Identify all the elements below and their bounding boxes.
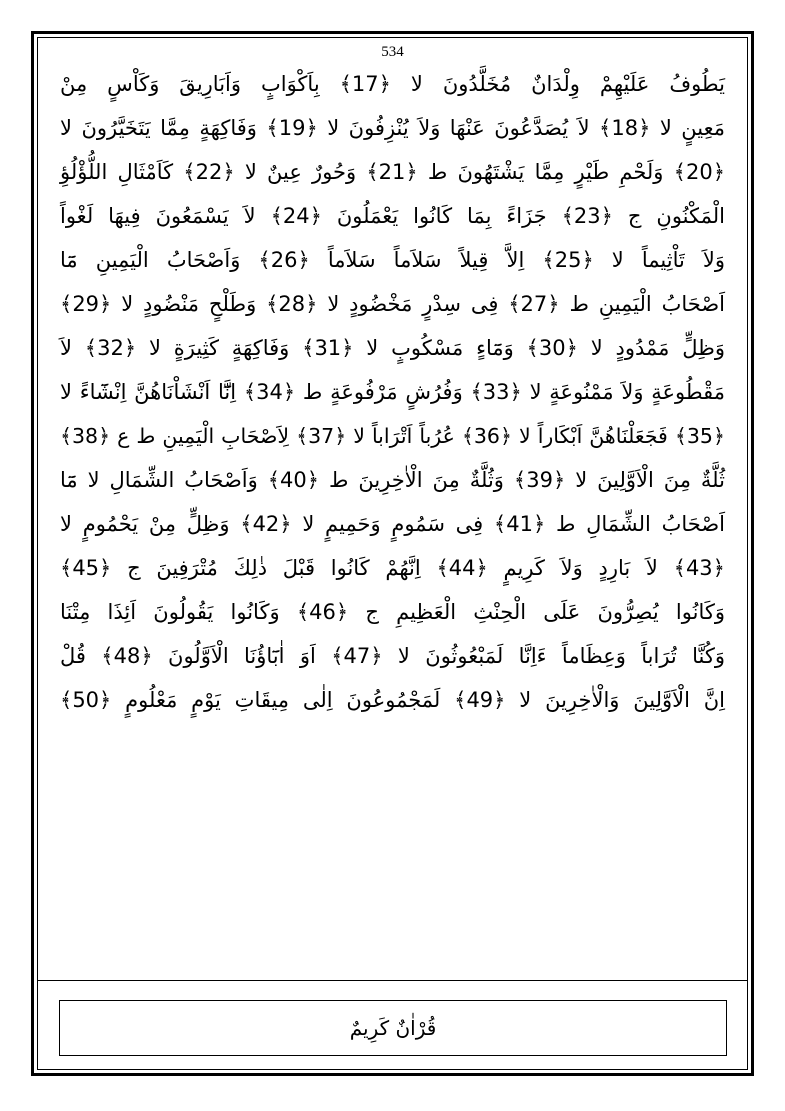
text-line: مَقْطُوعَةٍ وَلاَ مَمْنُوعَةٍ لا ﴿33﴾ وَفُرُشٍ مَرْفُوعَةٍ ط ﴿34﴾ اِنَّٓا اَنْشَاْنَاهُنَّ اِنْشَٓاءً لا (60, 380, 725, 404)
text-line: يَطُوفُ عَلَيْهِمْ وِلْدَانٌ مُخَلَّدُونَ لا ﴿17﴾ بِاَكْوَابٍ وَاَبَارِيقَ وَكَاْسٍ مِنْ (60, 72, 726, 96)
text-line: مَعِينٍ لا ﴿18﴾ لاَ يُصَدَّعُونَ عَنْهَا وَلاَ يُنْزِفُونَ لا ﴿19﴾ وَفَاكِهَةٍ مِمَّا يَتَخَيَّرُونَ لا (60, 116, 725, 140)
text-line: وَظِلٍّ مَمْدُودٍ لا ﴿30﴾ وَمَٓاءٍ مَسْكُوبٍ لا ﴿31﴾ وَفَاكِهَةٍ كَثِيرَةٍ لا ﴿32﴾ لاَ (60, 336, 725, 360)
text-line: ﴿20﴾ وَلَحْمِ طَيْرٍ مِمَّا يَشْتَهُونَ ط ﴿21﴾ وَحُورٌ عِينٌ لا ﴿22﴾ كَاَمْثَالِ اللُّؤْلُؤِ (60, 160, 725, 184)
text-line: ﴿43﴾ لاَ بَارِدٍ وَلاَ كَرِيمٍ ﴿44﴾ اِنَّهُمْ كَانُوا قَبْلَ ذٰلِكَ مُتْرَفِينَ ج ﴿45﴾ (60, 556, 725, 580)
text-line: ثُلَّةٌ مِنَ الْاَوَّلِينَ لا ﴿39﴾ وَثُلَّةٌ مِنَ الْاٰخِرِينَ ط ﴿40﴾ وَاَصْحَابُ الشِّمَالِ لا مَٓا (60, 468, 725, 492)
page-number: 534 (381, 44, 404, 60)
text-line: ﴿35﴾ فَجَعَلْنَاهُنَّ اَبْكَاراً لا ﴿36﴾ عُرُباً اَتْرَاباً لا ﴿37﴾ لِاَصْحَابِ الْيَمِينِ ط ع ﴿38﴾ (60, 424, 725, 448)
text-line: وَلاَ تَاْثِيماً لا ﴿25﴾ اِلاَّ قِيلاً سَلاَماً سَلاَماً ﴿26﴾ وَاَصْحَابُ الْيَمِينِ مَٓا (60, 248, 726, 272)
text-line: اَصْحَابُ الْيَمِينِ ط ﴿27﴾ فِى سِدْرٍ مَخْضُودٍ لا ﴿28﴾ وَطَلْحٍ مَنْضُودٍ لا ﴿29﴾ (60, 292, 725, 316)
footer-title: قُرْاٰنٌ كَرِيمٌ (349, 1016, 437, 1040)
text-line: الْمَكْنُونِ ج ﴿23﴾ جَزَاءً بِمَا كَانُوا يَعْمَلُونَ ﴿24﴾ لاَ يَسْمَعُونَ فِيهَا لَغْواً (60, 204, 725, 228)
text-line: اَصْحَابُ الشِّمَالِ ط ﴿41﴾ فِى سَمُومٍ وَحَمِيمٍ لا ﴿42﴾ وَظِلٍّ مِنْ يَحْمُومٍ لا (60, 512, 726, 536)
quran-text-block (60, 62, 725, 722)
text-line: وَكُنَّا تُرَاباً وَعِظَاماً ءَاِنَّا لَمَبْعُوثُونَ لا ﴿47﴾ اَوَ اٰبَٓاؤُنَا الْاَوَّلُونَ ﴿48﴾ قُلْ (60, 644, 725, 668)
text-line: اِنَّ الْاَوَّلِينَ وَالْاٰخِرِينَ لا ﴿49﴾ لَمَجْمُوعُونَ اِلٰى مِيقَاتِ يَوْمٍ مَعْلُومٍ ﴿50﴾ (60, 688, 725, 712)
text-line: وَكَانُوا يُصِرُّونَ عَلَى الْحِنْثِ الْعَظِيمِ ج ﴿46﴾ وَكَانُوا يَقُولُونَ اَئِذَا مِتْنَا (60, 600, 725, 624)
footer-divider (37, 980, 748, 981)
footer-title-box (59, 1000, 727, 1056)
